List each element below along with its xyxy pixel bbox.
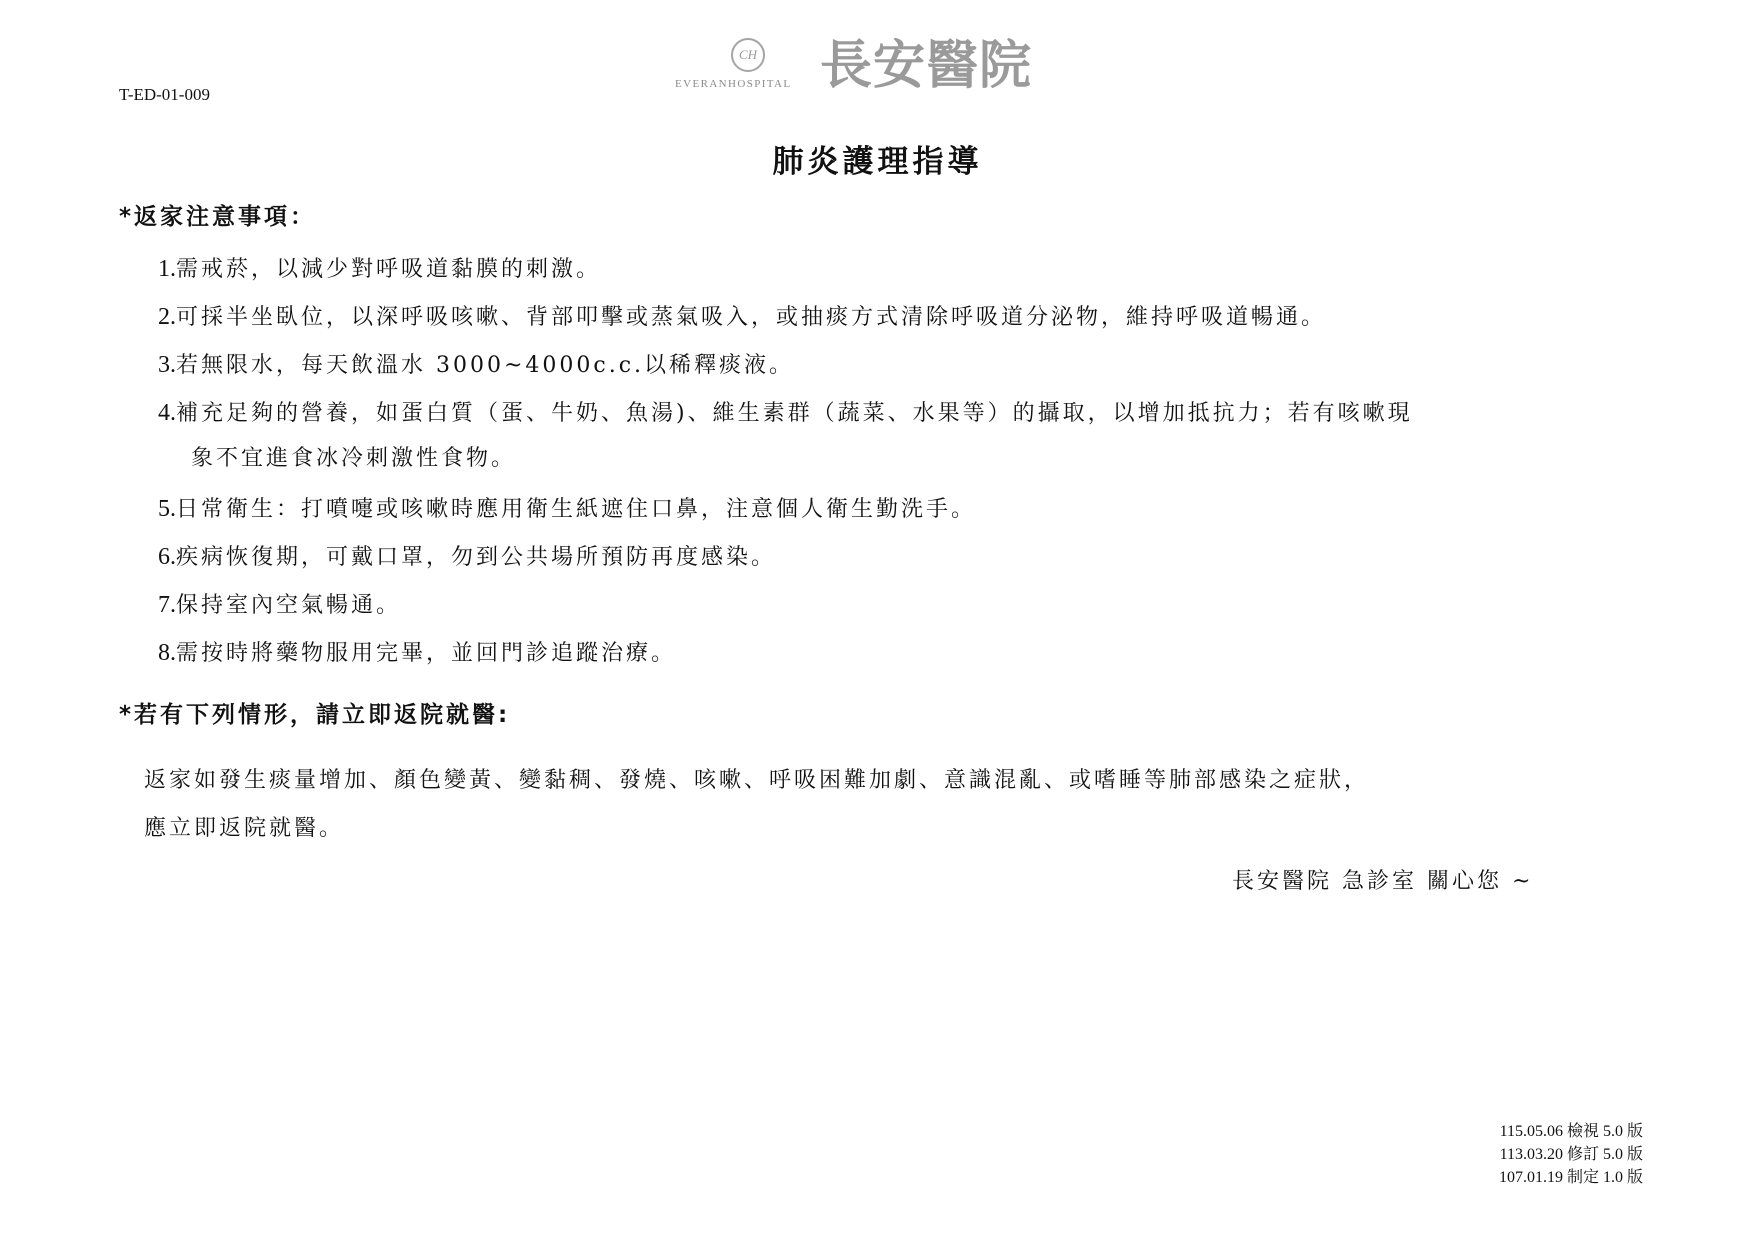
revision-entry: 115.05.06 檢視 5.0 版 xyxy=(1499,1123,1643,1140)
return-hospital-heading: *若有下列情形，請立即返院就醫: xyxy=(119,702,511,728)
item-text: 疾病恢復期，可戴口罩，勿到公共場所預防再度感染。 xyxy=(176,545,777,570)
revision-entry: 107.01.19 制定 1.0 版 xyxy=(1498,1169,1643,1186)
return-hospital-text-line: 返家如發生痰量增加、顏色變黃、變黏稠、發燒、咳嗽、呼吸困難加劇、意識混亂、或嗜睡等肺部感染之症狀， xyxy=(144,768,1370,793)
list-item xyxy=(158,540,776,571)
item-number: 7. xyxy=(158,592,176,618)
item-number: 5. xyxy=(158,496,176,522)
logo-emblem-icon: CH xyxy=(731,38,765,72)
list-item xyxy=(158,396,1413,472)
return-hospital-text-line: 應立即返院就醫。 xyxy=(144,816,345,841)
item-text: 需按時將藥物服用完畢，並回門診追蹤治療。 xyxy=(176,641,677,666)
item-text: 可採半坐臥位，以深呼吸咳嗽、背部叩擊或蒸氣吸入，或抽痰方式清除呼吸道分泌物，維持呼吸道暢通。 xyxy=(176,305,1327,330)
item-number: 2. xyxy=(158,304,176,330)
list-item xyxy=(158,252,601,283)
item-text: 需戒菸，以減少對呼吸道黏膜的刺激。 xyxy=(176,257,602,282)
item-number: 1. xyxy=(158,256,176,282)
list-item xyxy=(158,588,401,619)
item-text: 補充足夠的營養，如蛋白質（蛋、牛奶、魚湯)、維生素群（蔬菜、水果等）的攝取，以增加抵抗力；若有咳嗽現 xyxy=(176,401,1413,426)
logo-english-name: EVERANHOSPITAL xyxy=(675,78,792,90)
revision-history xyxy=(1499,1120,1643,1189)
item-number: 3. xyxy=(158,352,176,378)
revision-entry: 113.03.20 修訂 5.0 版 xyxy=(1499,1146,1643,1163)
list-item xyxy=(158,348,794,379)
list-item xyxy=(158,636,676,667)
hospital-logo xyxy=(675,36,1095,96)
item-number: 4. xyxy=(158,400,176,426)
list-item xyxy=(158,300,1326,331)
closing-signature: 長安醫院 急診室 關心您 ~ xyxy=(1232,869,1534,894)
item-text: 日常衛生：打噴嚏或咳嗽時應用衛生紙遮住口鼻，注意個人衛生勤洗手。 xyxy=(176,497,977,522)
page-title: 肺炎護理指導 xyxy=(772,144,983,180)
logo-chinese-name: 長安醫院 xyxy=(820,36,1033,96)
item-text: 保持室內空氣暢通。 xyxy=(176,593,402,618)
item-number: 6. xyxy=(158,544,176,570)
home-care-heading: *返家注意事項： xyxy=(119,204,317,230)
document-code: T-ED-01-009 xyxy=(119,85,210,104)
item-text: 若無限水，每天飲溫水 3000~4000c.c.以稀釋痰液。 xyxy=(176,353,795,378)
item-number: 8. xyxy=(158,640,176,666)
list-item xyxy=(158,492,976,523)
item-text-continuation: 象不宜進食冰冷刺激性食物。 xyxy=(191,446,517,471)
